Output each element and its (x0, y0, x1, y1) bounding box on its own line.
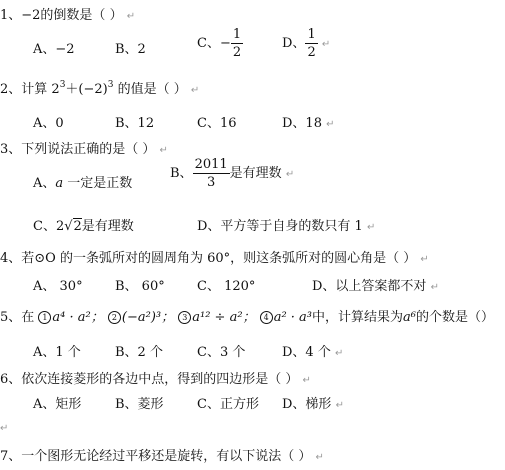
question-3-option-d: D、平方等于自身的数只有 1 ↵ (197, 219, 376, 234)
question-2-option-b: B、12 (115, 116, 155, 131)
circled-number-2: 2 (108, 311, 121, 324)
question-2-option-c: C、16 (197, 116, 237, 131)
return-mark-icon: ↵ (334, 348, 344, 359)
return-mark-icon: ↵ (366, 222, 376, 233)
question-3-option-a: A、a 一定是正数 (33, 176, 133, 191)
question-1-option-c: C、− $\frac{1}{2}$ (197, 27, 242, 60)
question-3-option-c: C、2√2是有理数 (33, 219, 134, 234)
return-mark-icon: ↵ (0, 423, 9, 434)
fraction: $\frac{1}{2}$ (307, 27, 316, 60)
circled-number-4: 4 (260, 311, 273, 324)
return-mark-icon: ↵ (420, 254, 429, 265)
question-2-option-d: D、18 ↵ (282, 116, 335, 131)
return-mark-icon: ↵ (302, 375, 311, 386)
question-5-option-a: A、1 个 (33, 345, 81, 360)
question-1-option-b: B、2 (115, 42, 146, 57)
question-5-option-c: C、3 个 (197, 345, 246, 360)
question-5-option-d: D、4 个 ↵ (282, 345, 344, 360)
question-1-stem: 1、−2的倒数是（ ） ↵ (0, 8, 136, 23)
question-6-option-b: B、菱形 (115, 397, 164, 412)
return-mark-icon: ↵ (126, 11, 136, 22)
return-mark-icon: ↵ (190, 85, 200, 96)
question-5-option-b: B、2 个 (115, 345, 163, 360)
question-3-option-b: B、 $\frac{2011}{3}$ 是有理数 ↵ (170, 157, 295, 190)
return-mark-icon: ↵ (335, 400, 344, 411)
fraction: $\frac{2011}{3}$ (194, 157, 228, 190)
return-mark-icon: ↵ (159, 145, 168, 156)
question-7-stem: 7、一个图形无论经过平移还是旋转，有以下说法（ ） ↵ (0, 449, 324, 464)
question-3-stem: 3、下列说法正确的是（ ） ↵ (0, 142, 168, 157)
question-5-stem: 5、在 1 a⁴ · a²； 2 (−a²)³； 3 a¹² ÷ a²； 4 a² · a³中，计算结果为a⁶的个数是（） (0, 310, 495, 325)
question-1-option-d: D、 $\frac{1}{2}$ ↵ (282, 27, 331, 60)
question-4-option-c: C、 120° (197, 279, 256, 294)
question-6-stem: 6、依次连接菱形的各边中点，得到的四边形是（ ） ↵ (0, 372, 311, 387)
sqrt-icon: √ (64, 219, 73, 234)
question-2-stem: 2、计算 $2^3+(-2)^3$ 的值是（ ） ↵ (0, 80, 200, 97)
question-4-option-b: B、 60° (115, 279, 165, 294)
return-mark-icon: ↵ (285, 169, 295, 180)
fraction: $\frac{1}{2}$ (232, 27, 242, 60)
question-6-option-c: C、正方形 (197, 397, 259, 412)
question-2-option-a: A、0 (33, 116, 64, 131)
return-mark-icon: ↵ (321, 39, 331, 50)
return-mark-icon: ↵ (315, 452, 324, 463)
question-1-option-a: A、−2 (33, 42, 75, 57)
return-mark-icon: ↵ (430, 282, 439, 293)
question-4-option-a: A、 30° (33, 279, 83, 294)
question-6-option-a: A、矩形 (33, 397, 82, 412)
question-6-option-d: D、梯形 ↵ (282, 397, 344, 412)
question-4-stem: 4、若⊙O 的一条弧所对的圆周角为 60°，则这条弧所对的圆心角是（ ） ↵ (0, 251, 429, 266)
circled-number-1: 1 (38, 311, 51, 324)
empty-paragraph (0, 420, 8, 435)
return-mark-icon: ↵ (326, 119, 335, 130)
question-4-option-d: D、以上答案都不对 ↵ (312, 279, 439, 294)
circled-number-3: 3 (178, 311, 191, 324)
